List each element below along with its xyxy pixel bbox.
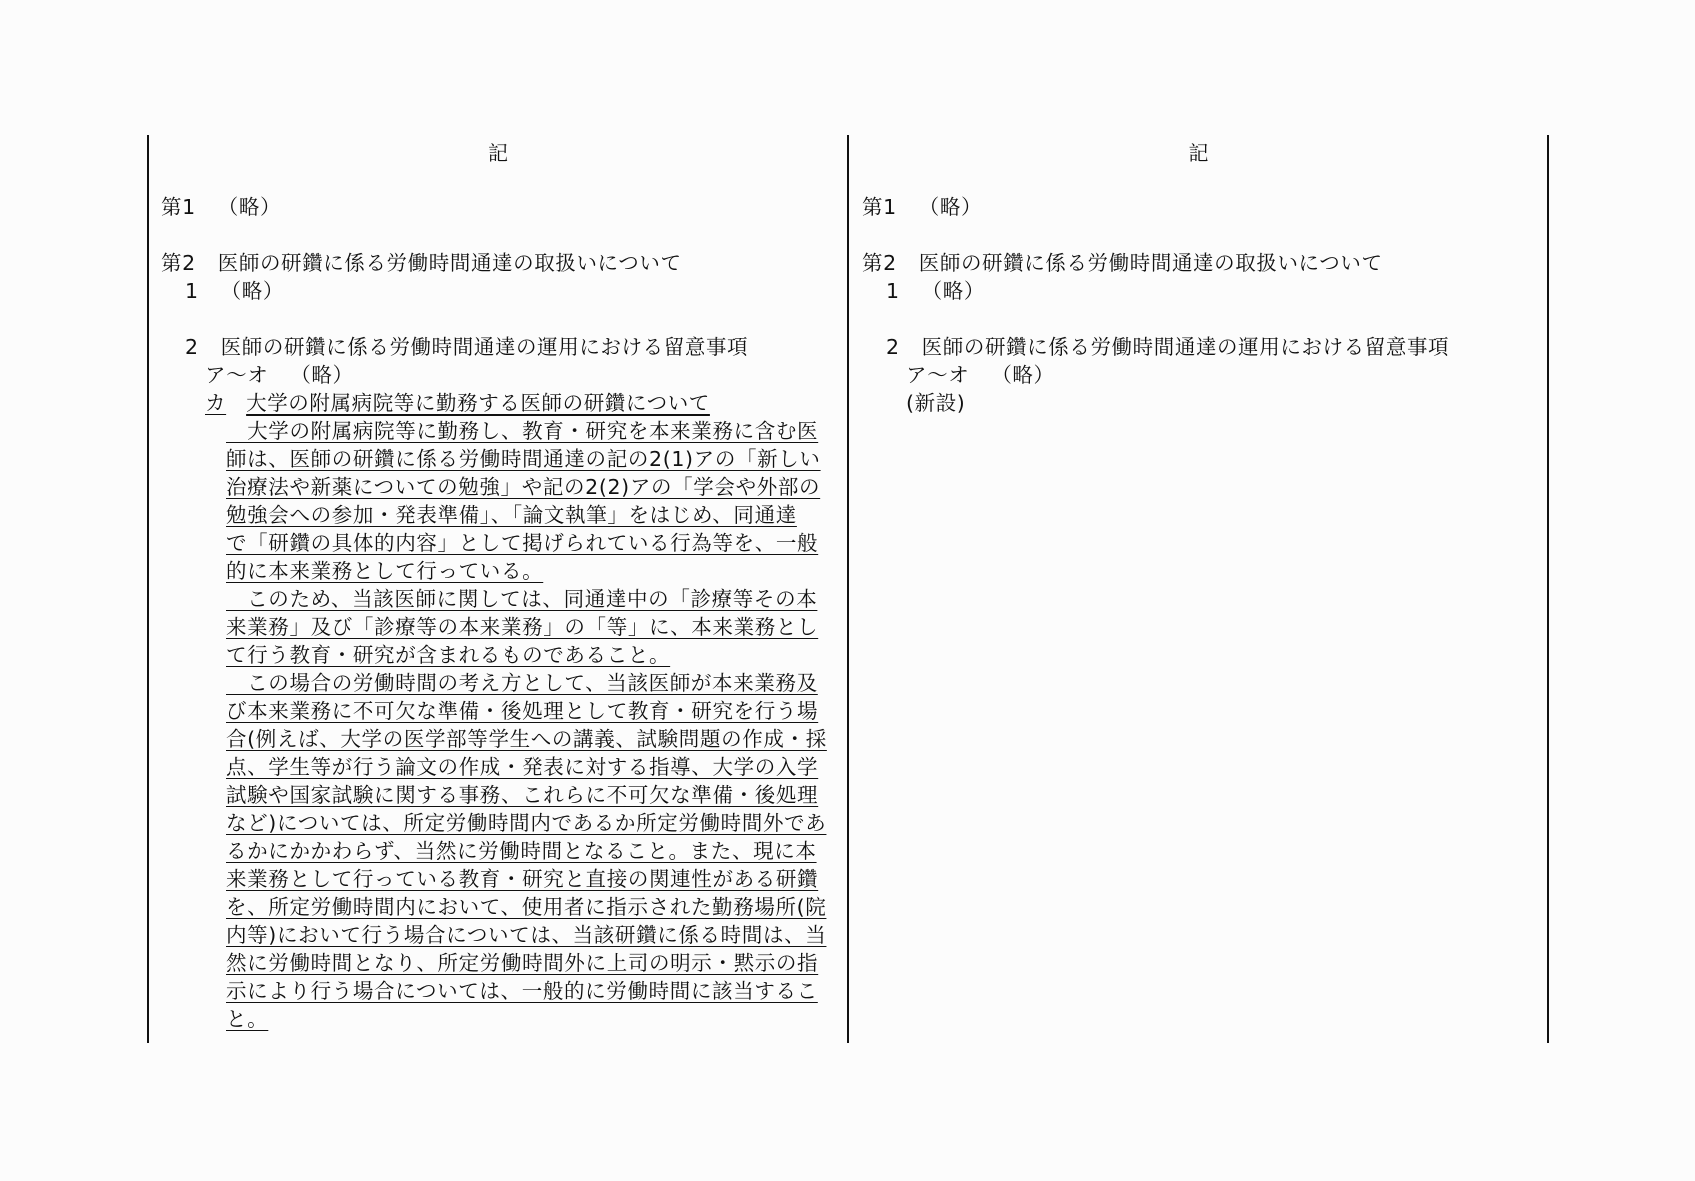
current-text-column	[849, 135, 1548, 1043]
body-line: 然に労働時間となり、所定労働時間外に上司の明示・黙示の指	[226, 951, 819, 975]
section-2	[161, 249, 682, 277]
body-line: て行う教育・研究が含まれるものであること。	[226, 643, 671, 667]
sub-items-text: （略）	[290, 363, 354, 387]
sub-item-ka	[205, 389, 710, 417]
body-line: このため、当該医師に関しては、同通達中の「診療等その本	[226, 587, 818, 611]
section-1-number: 第1	[862, 195, 897, 219]
body-line: 来業務」及び「診療等の本来業務」の「等」に、本来業務とし	[226, 615, 819, 639]
section-1-number: 第1	[161, 195, 196, 219]
section-2-number: 第2	[862, 251, 897, 275]
body-line: で「研鑽の具体的内容」として掲げられている行為等を、一般	[226, 531, 819, 555]
item-2-title: 医師の研鑽に係る労働時間通達の運用における留意事項	[220, 335, 749, 359]
section-2-title: 医師の研鑽に係る労働時間通達の取扱いについて	[918, 251, 1383, 275]
body-line: 師は、医師の研鑽に係る労働時間通達の記の2(1)アの「新しい	[226, 447, 821, 471]
body-line: など)については、所定労働時間内であるか所定労働時間外であ	[226, 811, 827, 835]
body-line: 試験や国家試験に関する事務、これらに不可欠な準備・後処理	[226, 783, 819, 807]
sub-item-ka-title: 大学の附属病院等に勤務する医師の研鑽について	[246, 391, 710, 415]
section-2-title: 医師の研鑽に係る労働時間通達の取扱いについて	[217, 251, 682, 275]
body-line: と。	[226, 1007, 269, 1031]
item-2-title: 医師の研鑽に係る労働時間通達の運用における留意事項	[921, 335, 1450, 359]
sub-items-text: （略）	[991, 363, 1055, 387]
body-line: を、所定労働時間内において、使用者に指示された勤務場所(院	[226, 895, 827, 919]
body-line: るかにかかわらず、当然に労働時間となること。また、現に本	[226, 839, 817, 863]
sub-items-a-to-o	[205, 361, 354, 389]
sub-item-ka-label: カ	[205, 391, 227, 415]
sub-items-a-to-o	[906, 361, 1055, 389]
body-line: この場合の労働時間の考え方として、当該医師が本来業務及	[226, 671, 818, 695]
ki-heading: 記	[1188, 141, 1209, 165]
body-line: び本来業務に不可欠な準備・後処理として教育・研究を行う場	[226, 699, 819, 723]
sub-items-label: ア～オ	[906, 363, 970, 387]
item-1-number: 1	[185, 279, 199, 303]
section-2	[862, 249, 1383, 277]
section-1-text: （略）	[918, 195, 983, 219]
body-line: 示により行う場合については、一般的に労働時間に該当するこ	[226, 979, 818, 1003]
body-line: 治療法や新薬についての勉強」や記の2(2)アの「学会や外部の	[226, 475, 821, 499]
body-line: 大学の附属病院等に勤務し、教育・研究を本来業務に含む医	[226, 419, 819, 443]
body-line: 合(例えば、大学の医学部等学生への講義、試験問題の作成・採	[226, 727, 827, 751]
item-1	[185, 277, 284, 305]
item-2-number: 2	[886, 335, 900, 359]
item-2	[886, 333, 1449, 361]
sub-items-label: ア～オ	[205, 363, 269, 387]
body-line: 点、学生等が行う論文の作成・発表に対する指導、大学の入学	[226, 755, 819, 779]
body-line: 勉強会への参加・発表準備」、「論文執筆」をはじめ、同通達	[226, 503, 797, 527]
section-1	[862, 193, 982, 221]
item-1-number: 1	[886, 279, 900, 303]
item-1-text: （略）	[220, 279, 284, 303]
revised-text-column	[148, 135, 848, 1043]
section-2-number: 第2	[161, 251, 196, 275]
section-1-text: （略）	[217, 195, 282, 219]
section-1	[161, 193, 281, 221]
item-2-number: 2	[185, 335, 199, 359]
item-1	[886, 277, 985, 305]
item-1-text: （略）	[921, 279, 985, 303]
ki-heading: 記	[488, 141, 508, 165]
item-2	[185, 333, 748, 361]
new-provision-note: (新設)	[906, 391, 966, 415]
body-line: 来業務として行っている教育・研究と直接の関連性がある研鑽	[226, 867, 819, 891]
body-line: 的に本来業務として行っている。	[226, 559, 544, 583]
body-line: 内等)において行う場合については、当該研鑽に係る時間は、当	[226, 923, 827, 947]
